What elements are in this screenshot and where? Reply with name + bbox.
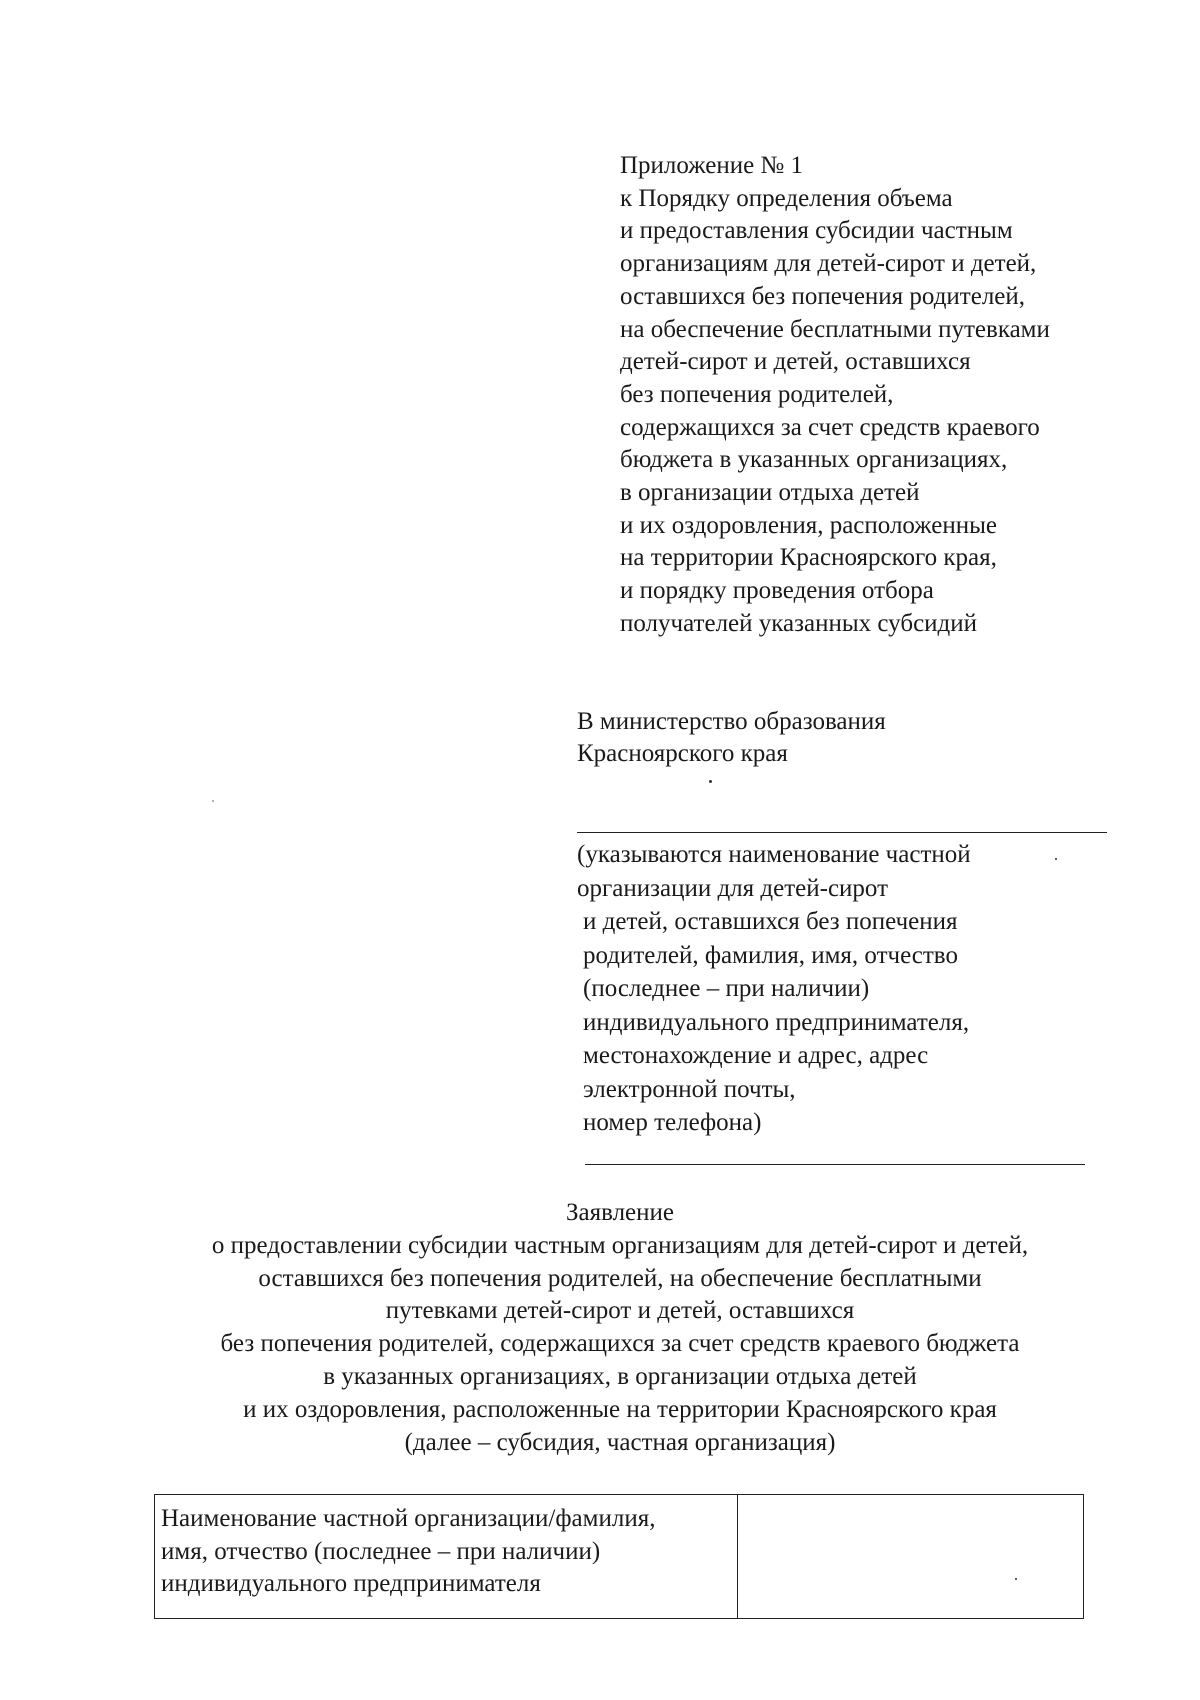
addressee-line: Красноярского края: [577, 740, 788, 767]
appendix-header: [620, 150, 1050, 641]
table-label-line: имя, отчество (последнее – при наличии): [161, 1537, 601, 1565]
appendix-line: и предоставления субсидии частным: [620, 217, 1013, 245]
addressee-line: В министерство образования: [577, 708, 886, 735]
statement-line: о предоставлении субсидии частным организациям для детей-сирот и детей,: [211, 1231, 1029, 1259]
sender-fill-line-bottom: [585, 1164, 1085, 1165]
appendix-line: и их оздоровления, расположенные: [620, 511, 997, 539]
appendix-line: получателей указанных субсидий: [620, 609, 978, 637]
appendix-line: без попечения родителей,: [620, 380, 894, 408]
form-table: [154, 1494, 1084, 1619]
table-cell-value[interactable]: [738, 1495, 1084, 1619]
scan-speck: [1055, 858, 1057, 860]
statement-line: оставшихся без попечения родителей, на обеспечение бесплатными: [258, 1264, 982, 1292]
appendix-line: к Порядку определения объема: [620, 184, 953, 212]
appendix-line: оставшихся без попечения родителей,: [620, 282, 1026, 310]
sender-note: [577, 838, 971, 1140]
statement-line: (далее – субсидия, частная организация): [404, 1428, 836, 1456]
statement-line: и их оздоровления, расположенные на территории Красноярского края: [243, 1395, 997, 1423]
statement-title: Заявление: [565, 1199, 675, 1226]
appendix-line: и порядку проведения отбора: [620, 577, 934, 605]
sender-note-line: организации для детей-сирот: [577, 874, 889, 902]
appendix-line: Приложение № 1: [620, 152, 804, 179]
sender-note-line: электронной почты,: [583, 1075, 796, 1103]
table-label-line: Наименование частной организации/фамилия,: [161, 1505, 656, 1532]
sender-note-line: (последнее – при наличии): [583, 975, 870, 1002]
statement-line: путевками детей-сирот и детей, оставшихся: [385, 1297, 855, 1325]
appendix-line: на территории Красноярского края,: [620, 544, 997, 572]
sender-fill-line-top: [577, 832, 1107, 833]
table-row: [155, 1495, 1084, 1619]
appendix-line: содержащихся за счет средств краевого: [620, 413, 1040, 441]
appendix-line: бюджета в указанных организациях,: [620, 446, 1008, 474]
addressee-block: [577, 706, 886, 770]
appendix-line: детей-сирот и детей, оставшихся: [620, 348, 971, 376]
statement-title-block: [120, 1197, 1120, 1459]
sender-note-line: индивидуального предпринимателя,: [583, 1008, 970, 1036]
sender-note-line: местонахождение и адрес, адрес: [583, 1042, 929, 1069]
sender-note-line: (указываются наименование частной: [577, 841, 971, 868]
statement-line: в указанных организациях, в организации отдыха детей: [323, 1362, 917, 1390]
appendix-line: на обеспечение бесплатными путевками: [620, 315, 1050, 343]
statement-line: без попечения родителей, содержащихся за счет средств краевого бюджета: [220, 1330, 1020, 1358]
scan-speck: [1015, 1578, 1017, 1580]
sender-note-line: родителей, фамилия, имя, отчество: [583, 941, 958, 969]
scan-speck: [212, 800, 214, 802]
sender-note-line: и детей, оставшихся без попечения: [583, 908, 958, 935]
appendix-line: в организации отдыха детей: [620, 479, 920, 507]
scan-speck: [709, 780, 712, 783]
appendix-line: организациям для детей-сирот и детей,: [620, 250, 1037, 278]
table-label-line: индивидуального предпринимателя: [161, 1570, 541, 1597]
sender-note-line: номер телефона): [583, 1109, 762, 1136]
table-cell-label: [155, 1495, 738, 1619]
